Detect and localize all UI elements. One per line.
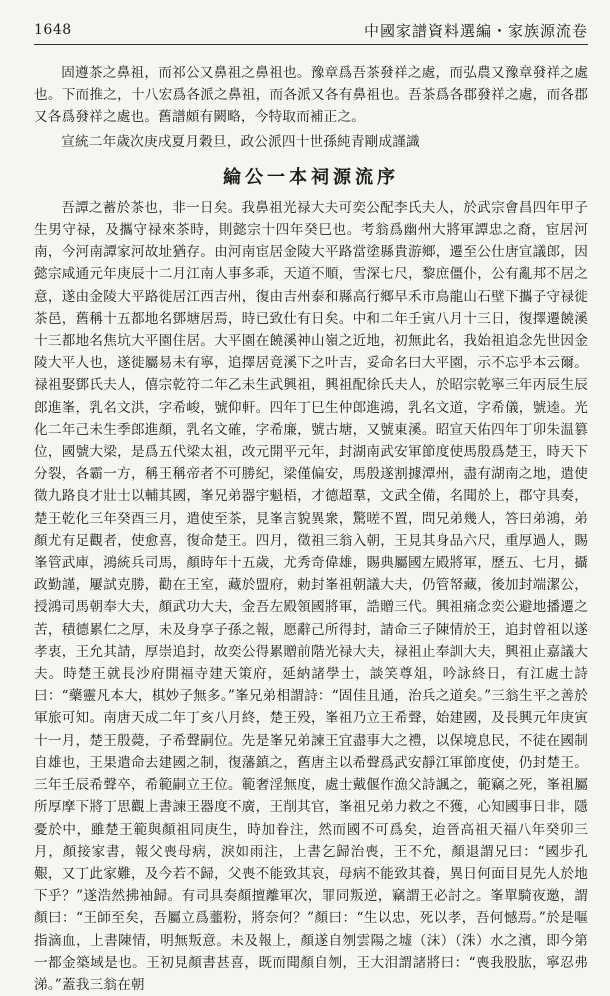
body-paragraph: 吾譚之蓄於茶也，非一日矣。我鼻祖光禄大夫可奕公配李氏夫人，於武宗會昌四年甲子生男守禄，及攜守禄來茶時，則懿宗十四年癸巳也。考翁爲幽州大將軍譚忠之裔，宦居河南，今河南譚家河故址猶存。由河南宦居金陵大平路當塗縣貴游鄉，遷至公仕唐宣議郎，因懿宗咸通元年庚辰十二月江南人事多乖，天道不順，雪深七尺，黎庶僵仆，公有亂邦不居之意，遂由金陵大平路徙居江西吉州，復由吉州泰和縣高行鄉早禾市鳥龍山石壁下攜子守禄徙茶邑，舊稱十五都地名鄧塘居焉，時已致仕有日矣。中和二年壬寅八月十三日，復擇遷饒溪十三都地名焦坑大平園住居。大平園在饒溪神山嶺之近地，初無此名，我始祖追念先世因金陵大平人也，遂徙屬易未有寧，追擇居竟溪下之叶吉，妥命名曰大平園，示不忘乎本云爾。禄祖娶鄧氏夫人，僖宗乾符二年乙未生武興祖，興祖配徐氏夫人，於昭宗乾寧三年丙辰生辰郎進峯，乳名文洪，字希峻，號仰軒。四年丁巳生仲郎進鴻，乳名文道，字希儀，號逵。光化二年己未生季郎進顏，乳名文確，字希廉，號古塘，又號東溪。昭宣天佑四年丁卯朱温篡位，國號大梁，是爲五代梁太祖，改元開平元年，封湖南武安軍節度使馬殷爲楚王，時天下分裂，各霸一方，稱王稱帝者不可勝紀，梁僅偏安，馬殷遂割據潭州，盡有湖南之地，遣使徵九路良才壯士以輔其國，峯兄弟器宇魁梧，才德超羣，文武全備，名聞於上，郡守具奏，楚王乾化三年癸酉三月，遣使至茶，見峯言貌異衆，驚嗟不置，問兄弟幾人，答曰弟鴻，弟顏尤有足觀者，使愈喜，復命楚王。四月，徵祖三翁入朝，王見其身品六尺，重厚過人，賜峯管武庫，鴻統兵司馬，顏時年十五歲，尤秀奇偉雄，賜典屬國左殿將軍，歷五、七月，攝政勤謹，屢試克勝，勸在王室，藏於盟府，勅封峯祖朝議大夫，仍管帑藏，後加封端潔公，授鴻司馬朝奉大夫，顏武功大夫，金吾左殿領國將軍，誥贈三代。興祖痛念奕公避地播遷之苦，積德累仁之厚，未及身享子孫之報，愿辭己所得封，請命三子陳情於王，追封曾祖以遂孝衷，王允其請，厚崇追封，故奕公得累贈前階光禄大夫，禄祖止奉訓大夫，興祖止嘉議大夫。時楚王就長沙府開福寺建天策府，延納諸學士，談笑尊俎，吟詠終日，有江處士詩曰：“藥靈凡本大，棋妙子無多。”峯兄弟相謂詩：“固佳且通，治兵之道矣。”三翁生平之善於軍旅可知。南唐天成二年丁亥八月終，楚王殁，峯祖乃立王希聲，始建國，及長興元年庚寅十一月，楚王殷薨，子希聲嗣位。先是峯兄弟諫王宜盡事大之禮，以保境息民，不徒在國制自雄也，王果遣命去建國之制，復藩鎮之，舊唐主以希聲爲武安靜江軍節度使，仍封楚王。三年壬辰希聲卒，希範嗣立王位。範奢淫無度，處士戴偃作漁父詩諷之，範竊之死，峯祖屬所厚摩下將丁思觀上書諫王器度不廣，王削其官，峯祖兄弟力救之不獲，心知國事日非，隱憂於中，雖楚王範與顏祖同庚生，時加眷注，然而國不可爲矣，迨晉高祖天福八年癸卯三月，顏接家書，報父喪母病，淚如雨注，上書乞歸治喪，王不允，顏退謂兄曰：“國步孔艱，又丁此家難，及今若不歸，父喪不能致其哀，母病不能致其養，異日何面目見先人於地下乎？”遂浩然拂袖歸。有司具奏顏擅離軍次，罪同叛逆，竊謂王必討之。峯單騎夜邀，謂顏曰：“王師至矣，吾屬立爲虀粉，將奈何？”顏曰：“生以忠，死以孝，吾何憾焉。”於是嘔指滴血，上書陳情，明無叛意。未及報上，顏遂自刎雲陽之墟（沫）（洙）水之濱，即今第一都金築域是也。王初見顏書甚喜，既而聞顏自刎，王大泪謂諸將曰：“喪我股肱，寧忍弗涕。”蓋我三翁在朝 [34,199,588,993]
top-paragraph: 固遵茶之鼻祖，而祁公又鼻祖之鼻祖也。豫章爲吾茶發祥之處，而弘農又豫章發祥之處也。下而推之，十八宏爲各派之鼻祖，而各派又各有鼻祖也。吾茶爲各郡發祥之處，而各郡又各爲發祥之處也。舊譜頗有闕略，今特取而補正之。 [34,65,588,126]
header-rule [34,44,588,45]
section-title: 綸公一本祠源流序 [223,166,399,188]
page-number: 1648 [34,22,72,38]
page-header [34,16,588,42]
running-head: 中國家譜資料選編・家族源流卷 [363,22,588,40]
signature-line: 宣統二年歲次庚戌夏月穀旦，政公派四十世孫純青剛成謹識 [61,133,420,150]
page-body [34,62,588,996]
